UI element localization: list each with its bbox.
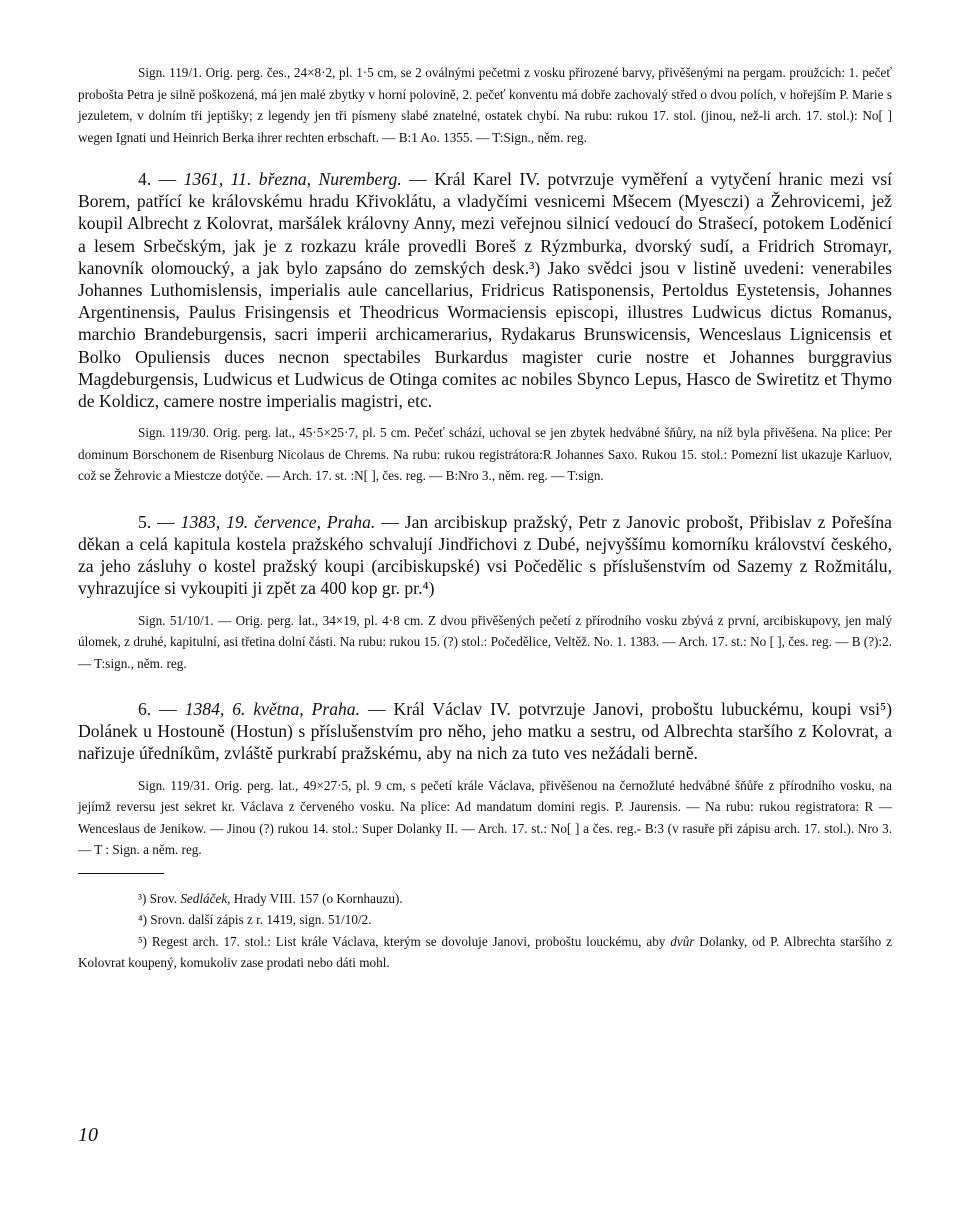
entry-6 xyxy=(78,698,892,765)
entry-date: 1384, 6. května, Praha. xyxy=(184,699,360,720)
entry-text: — Jan arcibiskup pražský, Petr z Janovic probošt, Přibislav z Pořešína děkan a celá kapitula kostela pražského schvalují Jindřichovi z Dubé, nejvyššímu komorníku království českého, za jeho zásluhy o kostel pražský koupi (arcibiskupské) vsi Počedělic s příslušenstvím od Sazemy z Rožmitálu, vyhrazujíce si vykoupiti ji zpět za 400 kop gr. pr.⁴) xyxy=(78,511,892,599)
entry-date: 1383, 19. července, Praha. xyxy=(180,511,376,532)
footnote-text: Srovn. další zápis z r. 1419, sign. 51/10/2. xyxy=(150,912,372,928)
footnote-mark: ⁴) xyxy=(138,912,147,928)
entry-number: 6. — xyxy=(138,699,177,720)
footnote-mark: ³) xyxy=(138,890,147,906)
entry-number: 5. — xyxy=(138,511,175,532)
footnote-text: Regest arch. 17. stol.: List krále Václava, kterým se dovoluje Janovi, proboštu louckému, aby xyxy=(151,933,671,949)
archival-note-top xyxy=(78,62,892,148)
entry-note-text: Sign. 119/30. Orig. perg. lat., 45·5×25·7, pl. 5 cm. Pečeť schází, uchoval se jen zbytek hedvábné šňůry, na níž byla přivěšena. Na plice: Per dominum Borschonem de Risenburg Nicolaus de Chrems. Na rubu: rukou registrátora:R Johannes Saxo. Rukou 15. stol.: Pomezní list ukazuje Karluov, což se Žehrovic a Miestcze dotýče. — Arch. 17. st. :N[ ], čes. reg. — B:Nro 3., něm. reg. — T:sign. xyxy=(78,425,892,484)
footnote-5 xyxy=(78,931,892,974)
footnote-text: Srov. xyxy=(149,890,181,906)
entry-number: 4. — xyxy=(138,169,177,189)
entry-5-note xyxy=(78,610,892,675)
entry-note-text: Sign. 51/10/1. — Orig. perg. lat., 34×19, pl. 4·8 cm. Z dvou přivěšených pečetí z přírodního vosku zbývá z první, arcibiskupovy, jen malý úlomek, z druhé, kapitulní, asi třetina dolní části. Na rubu: rukou 15. (?) stol.: Počedělice, Veltěž. No. 1. 1383. — Arch. 17. st.: No [ ], čes. reg. — B (?):2. — T:sign., něm. reg. xyxy=(78,612,892,671)
footnote-4 xyxy=(78,909,892,931)
footnote-divider xyxy=(78,873,164,874)
entry-note-text: Sign. 119/31. Orig. perg. lat., 49×27·5, pl. 9 cm, s pečetí krále Václava, přivěšenou na černožluté hedvábné šňůře z přírodního vosku, na jejímž reversu jest sekret kr. Václava z červeného vosku. Na plice: Ad mandatum domini regis. P. Jaurensis. — Na rubu: rukou registratora: R — Wenceslaus de Jenikow. — Jinou (?) rukou 14. stol.: Super Dolanky II. — Arch. 17. st.: No[ ] a čes. reg.- B:3 (v rasuře při zápisu arch. 17. stol.). Nro 3. — T : Sign. a něm. reg. xyxy=(78,777,892,858)
entry-text: — Král Karel IV. potvrzuje vyměření a vytyčení hranic mezi vsí Borem, patřící ke královskému hradu Křivoklátu, a vladyčími vesnicemi Mšecem (Myesczi) a Žehrovicemi, jež koupil Albrecht z Kolovrat, maršálek královny Anny, mezi veřejnou silnicí vedoucí do Strašecí, potokem Loděnicí a lesem Srbečským, jak je z rozkazu krále provedli Boreš z Rýzmburka, dvorský sudí, a Fridrich Stromayr, kanovník olomoucký, a jak bylo zapsáno do zemských desk.³) Jako svědci jsou v listině uvedeni: venerabiles Johannes Luthomislensis, imperialis aule cancellarius, Fridricus Ratisponensis, Pertoldus Eystetensis, Johannes Argentinensis, Paulus Frisingensis et Theodricus Wormaciensis episcopi, illustres Ludwicus dictus Romanus, marchio Brandeburgensis, sacri imperii archicamerarius, Rydakarus Brunswicensis, Wenceslaus Lignicensis et Bolko Opuliensis duces necnon spectabiles Burkardus magister curie nostre et Johannes burggravius Magdeburgensis, Ludwicus et Ludwicus de Otinga comites ac nobiles Sbynco Lepus, Hasco de Swiretitz et Thymo de Koldicz, camere nostre imperialis magistri, etc. xyxy=(78,169,893,412)
document-page xyxy=(78,62,892,974)
entry-date: 1361, 11. března, Nuremberg. xyxy=(183,169,402,189)
entry-4 xyxy=(78,168,892,412)
footnote-text-end: Hrady VIII. 157 (o Kornhauzu). xyxy=(230,890,403,906)
entry-6-note xyxy=(78,775,892,861)
footnote-mark: ⁵) xyxy=(138,933,147,949)
entry-4-note xyxy=(78,422,892,487)
footnote-text-end: Dolanky, od P. Albrechta staršího z Kolovrat koupený, komukoliv zase prodati nebo dáti mohl. xyxy=(78,933,892,971)
archival-note-text: Sign. 119/1. Orig. perg. čes., 24×8·2, pl. 1·5 cm, se 2 oválnými pečetmi z vosku přirozené barvy, přivěšenými na pergam. proužcích: 1. pečeť probošta Petra je silně poškozená, má jen malé zbytky v horní polovině, 2. pečeť konventu má dobře zachovalý střed o dvou polích, v hořejším P. Marie s jezuletem, v dolním tři jeptišky; z legendy jen tři písmeny slabé znatelné, ostatek chybí. Na rubu: rukou 17. stol. (jinou, než-li arch. 17. stol.): No[ ] wegen Ignati und Heinrich Berka ihrer rechten erbschaft. — B:1 Ao. 1355. — T:Sign., něm. reg. xyxy=(78,65,892,145)
footnote-italic: Sedláček, xyxy=(180,890,231,906)
entry-text: — Král Václav IV. potvrzuje Janovi, proboštu lubuckému, koupi vsi⁵) Dolánek u Hostouně (Hostun) s příslušenstvím pro něho, jeho matku a sestru, od Albrechta staršího z Kolovrat, a nařizuje úředníkům, zvláště purkrabí pražskému, aby na nich za tuto ves nežádali berně. xyxy=(78,699,893,764)
footnote-3 xyxy=(78,888,892,910)
page-number: 10 xyxy=(78,1124,98,1146)
entry-5 xyxy=(78,511,892,600)
footnote-italic: dvůr xyxy=(670,933,695,949)
